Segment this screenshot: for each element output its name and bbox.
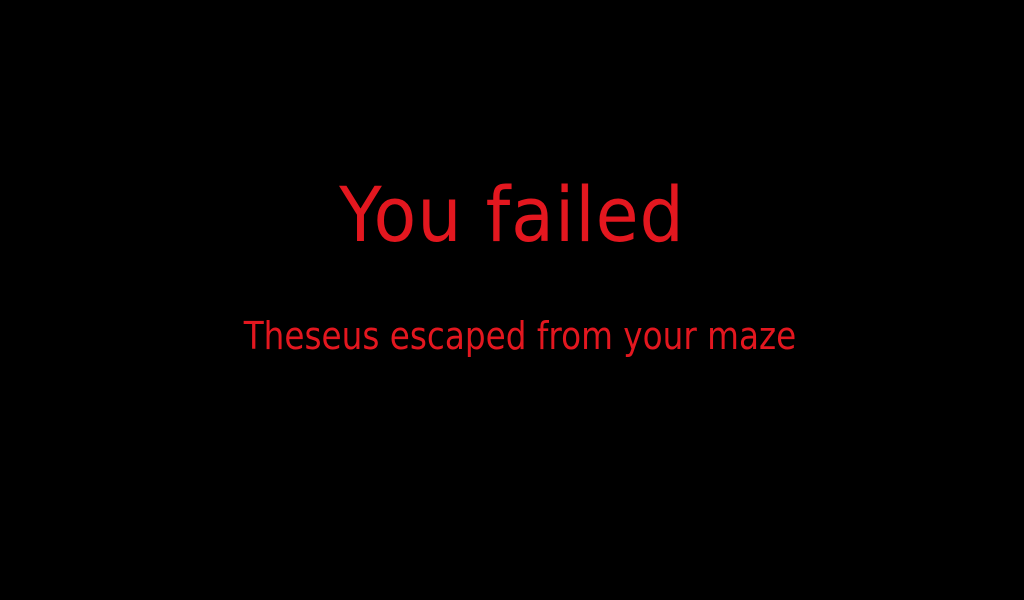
game-over-title: You failed xyxy=(339,170,685,259)
game-over-message: Theseus escaped from your maze xyxy=(243,314,797,358)
